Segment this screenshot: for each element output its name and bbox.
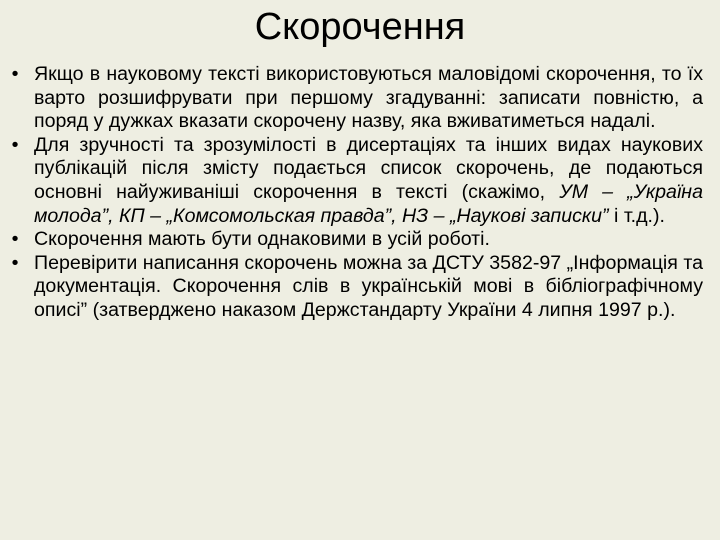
slide-title: Скорочення: [254, 6, 466, 48]
bullet-item: [0, 228, 720, 252]
abbreviation-examples: УМ – „Україна молода”, КП – „Комсомольская правда”, НЗ – „Наукові записки”: [34, 180, 703, 227]
bullet-text: Для зручності та зрозумілості в дисертаціях та інших видах наукових публікацій після змісту подається список скорочень, де подаються основні найуживаніші скорочення в тексті (скажімо,: [34, 133, 703, 203]
bullet-item: [0, 252, 720, 323]
bullet-icon: •: [11, 63, 19, 85]
bullet-item: [0, 134, 720, 228]
bullet-icon: •: [11, 228, 19, 251]
bullet-icon: •: [11, 133, 19, 156]
bullet-text-tail: і т.д.).: [608, 204, 665, 227]
bullet-icon: •: [11, 251, 19, 274]
bullet-text: Якщо в науковому тексті використовуються маловідомі скорочення, то їх варто розшифрувати при першому згадуванні: записати повністю, а поряд у дужках вказати скорочену назву, яка вживатиметься надалі.: [34, 63, 703, 133]
bullet-text: Перевірити написання скорочень можна за ДСТУ 3582-97 „Інформація та документація. Скорочення слів в українській мові в бібліографічному описі” (затверджено наказом Держстандарту України 4 липня 1997 р.).: [34, 251, 703, 321]
bullet-text: Скорочення мають бути однаковими в усій роботі.: [34, 228, 490, 251]
bullet-list: [0, 63, 720, 323]
bullet-item: [0, 63, 720, 134]
